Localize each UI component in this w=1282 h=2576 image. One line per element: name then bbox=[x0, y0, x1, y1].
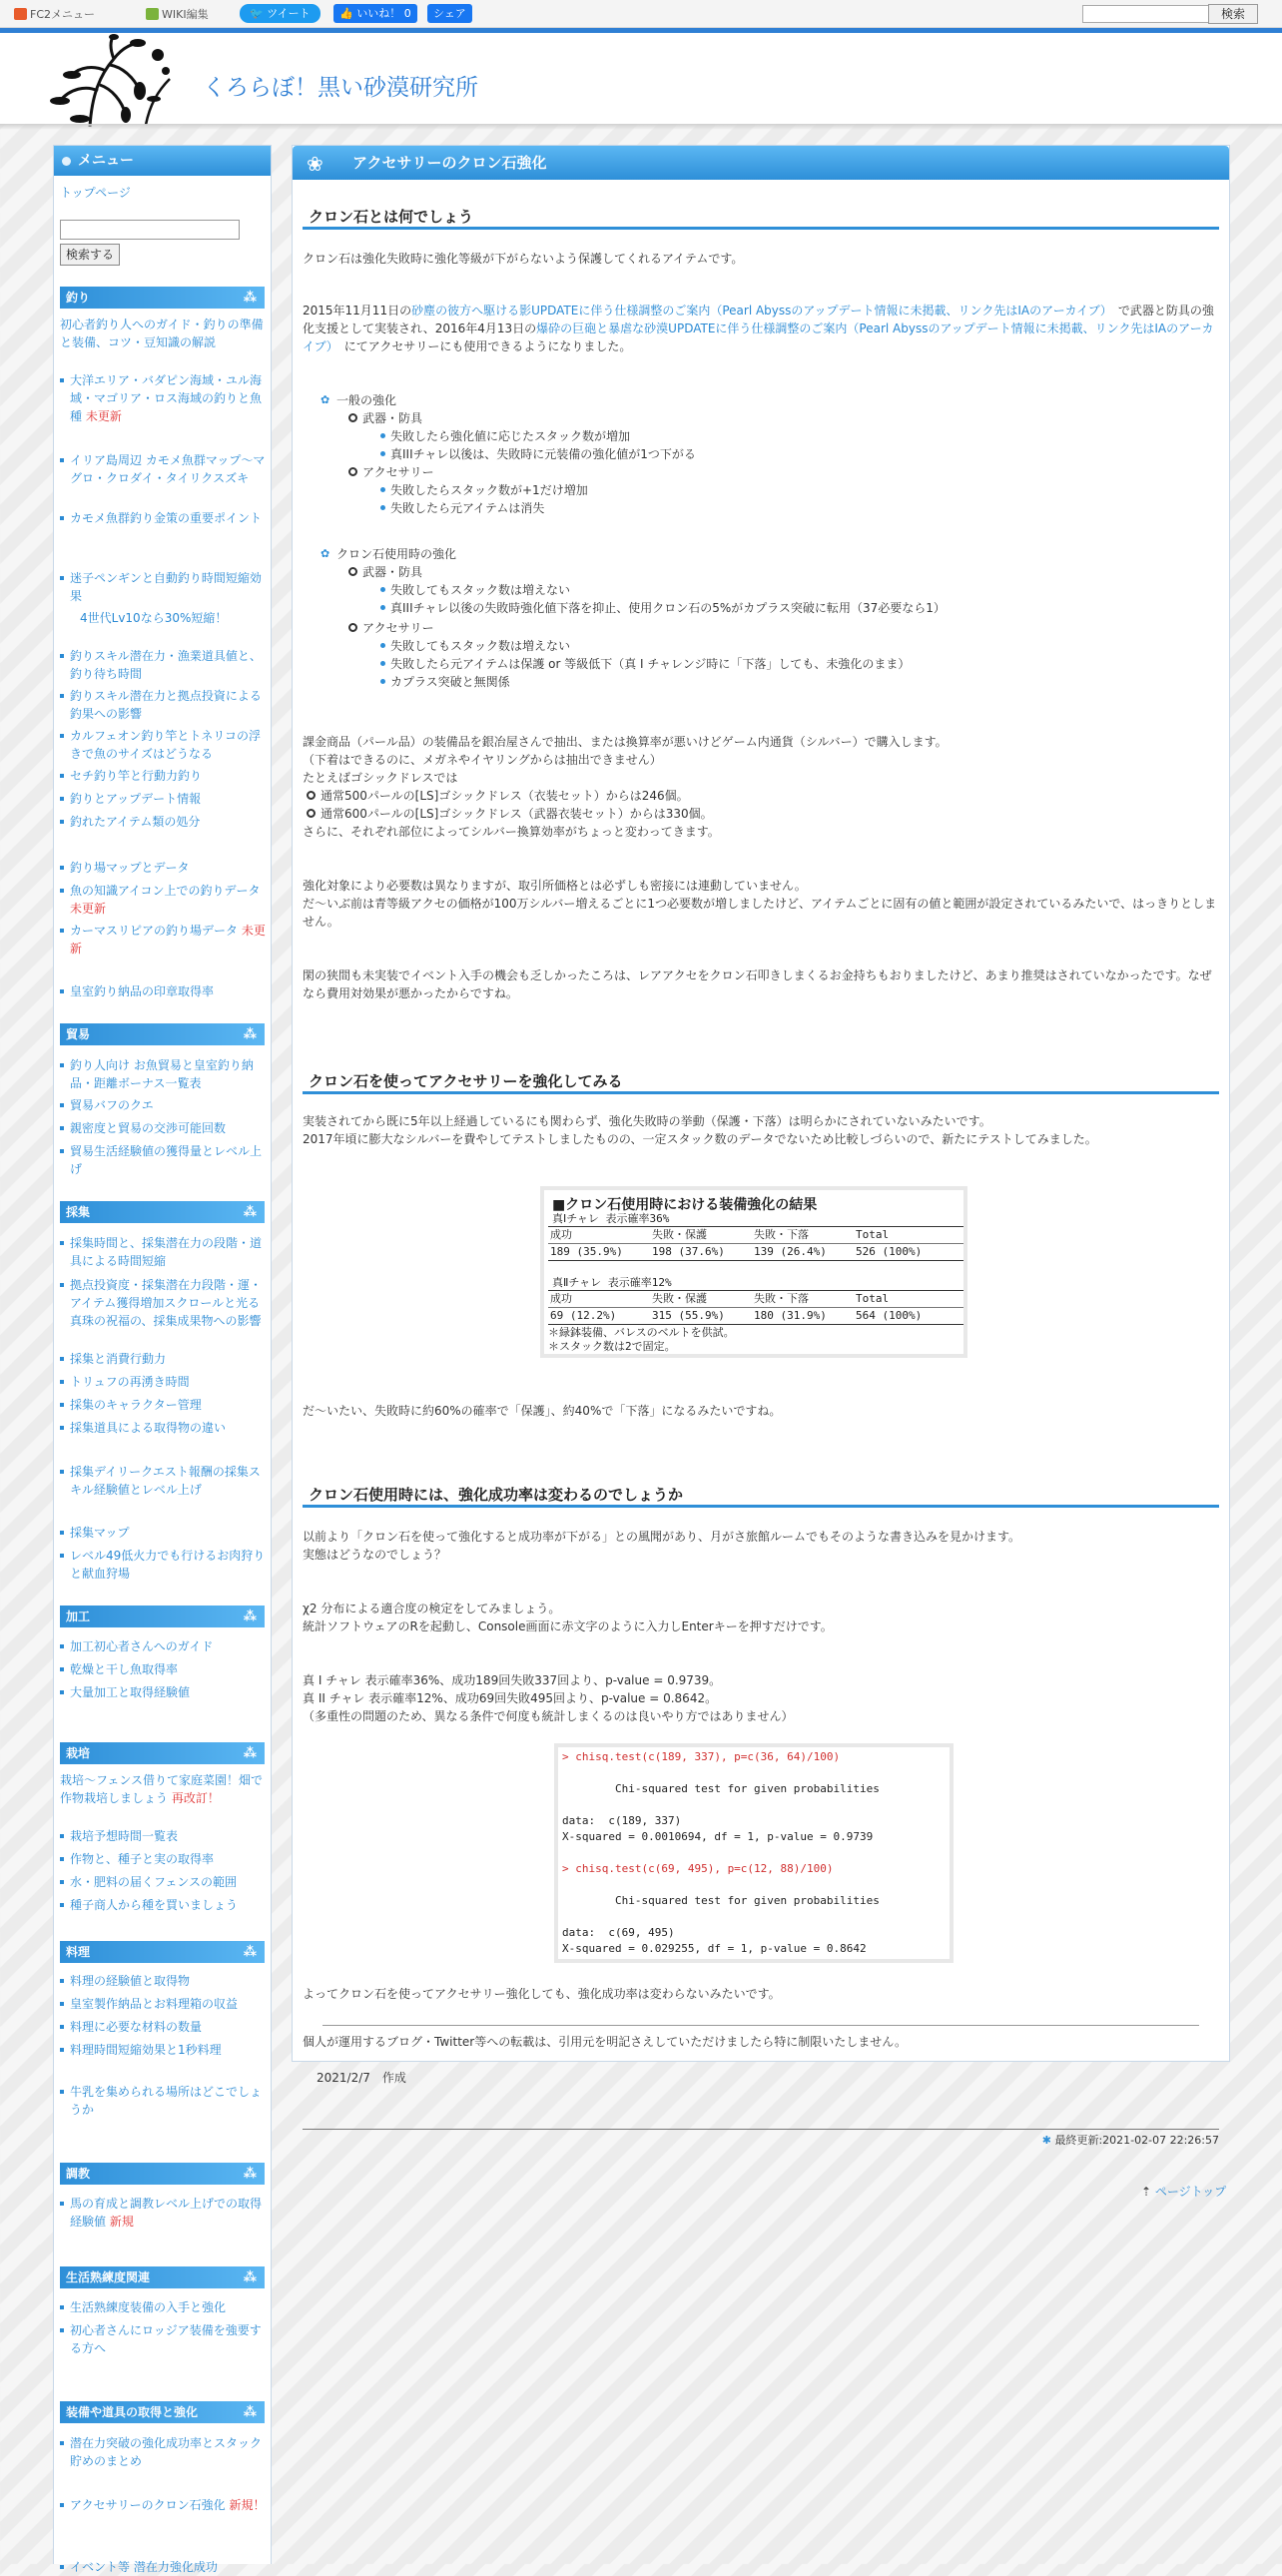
paragraph-test-2: 2017年頃に膨大なシルバーを費やしてテストしましたものの、一定スタック数のデータでないため比較しづらいので、新たにテストしてみました。 bbox=[303, 1132, 1097, 1146]
sidebar-item-farming-guide[interactable] bbox=[60, 1771, 266, 1807]
status-badge: 新規 bbox=[229, 2498, 254, 2512]
paragraph-intro: クロン石は強化失敗時に強化等級が下がらないよう保護してくれるアイテムです。 bbox=[303, 252, 744, 266]
status-badge: 新規 bbox=[109, 2215, 134, 2229]
sidebar-item-drying[interactable]: 乾燥と干し魚取得率 bbox=[60, 1660, 266, 1678]
dot-bullet bbox=[380, 643, 385, 648]
circle-bullet bbox=[348, 413, 357, 422]
cat-cooking-label: 料理 bbox=[66, 1945, 91, 1959]
sidebar-note-penguin: 4世代Lv10なら30%短縮！ bbox=[80, 611, 228, 625]
sidebar-item-cook-time[interactable]: 料理時間短縮効果と1秒料理 bbox=[60, 2041, 266, 2059]
sidebar-item-trade-exp[interactable]: 貿易生活経験値の獲得量とレベル上げ bbox=[60, 1142, 266, 1178]
share-label: シェア bbox=[433, 7, 466, 20]
cat-training-label: 調教 bbox=[66, 2167, 91, 2181]
sidebar-item-fishing-skill[interactable]: 釣りスキル潜在力・漁業道具値と、釣り待ち時間 bbox=[60, 647, 266, 683]
sidebar-cat-farming bbox=[60, 1742, 265, 1764]
sidebar-item-seagull-tips[interactable]: カモメ魚群釣り金策の重要ポイント bbox=[60, 509, 266, 527]
header-cell: 失敗・下落 bbox=[754, 1292, 809, 1305]
heading-test: クロン石を使ってアクセサリーを強化してみる bbox=[303, 1070, 1219, 1094]
sidebar-item-seed-merchant[interactable]: 種子商人から種を買いましょう bbox=[60, 1896, 266, 1914]
r-output: X-squared = 0.0010694, df = 1, p-value = 0.9739 bbox=[562, 1830, 874, 1843]
list-normal-enhance: 一般の強化 bbox=[336, 393, 397, 407]
dot-bullet bbox=[380, 451, 385, 456]
dot-bullet bbox=[380, 505, 385, 510]
sidebar-cat-fishing bbox=[60, 287, 265, 309]
paragraph-reprint-policy: 個人が運用するブログ・Twitter等への転載は、引用元を明記さえしていただけましたら特に制限いたしません。 bbox=[303, 2035, 907, 2049]
last-updated bbox=[1042, 2132, 1219, 2148]
paragraph-chi-square: χ2 分布による適合度の検定をしてみましょう。 bbox=[303, 1602, 561, 1615]
sidebar-item-kamasylvia[interactable] bbox=[60, 922, 266, 958]
circle-bullet bbox=[348, 623, 357, 632]
list-item: カプラス突破と無関係 bbox=[390, 675, 510, 689]
sidebar-cat-trade bbox=[60, 1023, 265, 1045]
cell: 564 (100%) bbox=[856, 1309, 923, 1322]
sidebar-item-horse-training[interactable] bbox=[60, 2195, 266, 2231]
paragraph-result-2: 真 II チャレ 表示確率12%、成功69回失敗495回より、p-value = 0.8642。 bbox=[303, 1691, 718, 1705]
header-shadow bbox=[0, 124, 1282, 130]
paragraph-required-2: だ～いぶ前は青等級アクセの価格が100万シルバー増えるごとに1つ必要数が増しましたけど、アイテムごとに固有の値と範囲が設定されているみたいで、はっきりとしません。 bbox=[303, 897, 1217, 929]
like-label: いいね！ 0 bbox=[356, 7, 411, 20]
page-title bbox=[293, 146, 1229, 180]
sidebar-item-node-invest[interactable]: 釣りスキル潜在力と拠点投資による釣果への影響 bbox=[60, 687, 266, 723]
sidebar-search-input[interactable] bbox=[60, 220, 240, 240]
text: 2015年11月11日の bbox=[303, 304, 412, 318]
status-badge: 再改訂 bbox=[171, 1791, 208, 1805]
cat-fishing-label: 釣り bbox=[66, 291, 91, 305]
list-item: 失敗してもスタック数は増えない bbox=[390, 583, 571, 597]
list-weapon-armor: 武器・防具 bbox=[362, 411, 423, 425]
badge-exclaim: ！ bbox=[253, 2498, 266, 2512]
page-title-text: アクセサリーのクロン石強化 bbox=[352, 154, 547, 172]
table-note-2: ＊スタック数は2で固定。 bbox=[548, 1340, 676, 1353]
circle-bullet bbox=[348, 567, 357, 576]
cat-farming-label: 栽培 bbox=[66, 1746, 91, 1760]
list-item: 失敗したらスタック数が+1だけ増加 bbox=[390, 483, 588, 497]
blank-line bbox=[562, 1845, 946, 1861]
fc2-icon bbox=[14, 8, 27, 20]
sidebar-item-fishing-map[interactable]: 釣り場マップとデータ bbox=[60, 859, 266, 877]
cat-equip-label: 装備や道具の取得と強化 bbox=[66, 2405, 199, 2419]
header-cell: 失敗・保護 bbox=[652, 1292, 707, 1305]
sidebar-item-cook-exp[interactable]: 料理の経験値と取得物 bbox=[60, 1972, 266, 1990]
item-label: 馬の育成と調教レベル上げでの取得経験値 bbox=[70, 2197, 263, 2229]
sidebar-cat-life-mastery bbox=[60, 2266, 265, 2288]
sidebar-item-sechi-rod[interactable]: セチ釣り竿と行動力釣り bbox=[60, 767, 266, 785]
divider bbox=[548, 1324, 963, 1325]
table-note-1: ＊緑鉢装備、バレスのベルトを供試。 bbox=[548, 1326, 735, 1339]
sparkle-icon: ⁂ bbox=[243, 1610, 257, 1624]
dot-bullet bbox=[380, 679, 385, 684]
sidebar-item-gather-investment[interactable]: 拠点投資度・採集潜在力段階・運・アイテム獲得増加スクロールと光る真珠の祝福の、採集成果物への影響 bbox=[60, 1276, 266, 1330]
dot-bullet bbox=[380, 487, 385, 492]
share-button[interactable] bbox=[427, 4, 472, 23]
sidebar-item-trade-buff[interactable]: 貿易バフのクエ bbox=[60, 1096, 266, 1114]
page-top-label: ページトップ bbox=[1154, 2185, 1227, 2199]
sidebar-cat-equipment bbox=[60, 2401, 265, 2423]
sidebar-item-gather-char[interactable]: 採集のキャラクター管理 bbox=[60, 1396, 266, 1414]
sidebar-item-fishing-updates[interactable]: 釣りとアップデート情報 bbox=[60, 790, 266, 808]
paragraph-history bbox=[303, 302, 1219, 355]
cat-life-label: 生活熟練度関連 bbox=[66, 2270, 151, 2284]
paragraph-test-1: 実装されてから既に5年以上経過しているにも関わらず、強化失敗時の挙動（保護・下落）は明らかにされていないみたいです。 bbox=[303, 1114, 991, 1128]
sidebar-cat-cooking bbox=[60, 1941, 265, 1963]
sidebar-item-truffle[interactable]: トリュフの再湧き時間 bbox=[60, 1373, 266, 1391]
star-icon: ✱ bbox=[1041, 2134, 1051, 2147]
list-item: 失敗してもスタック数は増えない bbox=[390, 639, 571, 653]
badge-exclaim: ！ bbox=[207, 1791, 220, 1805]
cat-processing-label: 加工 bbox=[66, 1610, 91, 1623]
list-item: 失敗したら元アイテムは保護 or 等級低下（真 I チャレンジ時に「下落」しても、未強化のまま） bbox=[390, 657, 911, 671]
paragraph-result-1: 真 I チャレ 表示確率36%、成功189回失敗337回より、p-value = 0.9739。 bbox=[303, 1673, 722, 1687]
sidebar-search-button[interactable]: 検索する bbox=[60, 244, 120, 266]
sidebar-item-fish-knowledge[interactable] bbox=[60, 882, 266, 918]
sidebar-cat-processing bbox=[60, 1606, 265, 1627]
table-subtitle-1: 真Ⅰチャレ 表示確率36% bbox=[552, 1212, 670, 1225]
cat-gathering-label: 採集 bbox=[66, 1205, 91, 1219]
butterfly-icon: ✿ bbox=[320, 547, 330, 560]
wiki-edit-label: WIKI編集 bbox=[162, 8, 209, 21]
cat-trade-label: 貿易 bbox=[66, 1027, 91, 1041]
sidebar-item-meat-hunting[interactable]: レベル49低火力でも行けるお肉狩りと献血狩場 bbox=[60, 1547, 266, 1583]
sidebar-item-fishing-guide[interactable]: 初心者釣り人へのガイド・釣りの準備と装備、コツ・豆知識の解説 bbox=[60, 318, 264, 349]
sidebar-item-ocean-fishing[interactable] bbox=[60, 371, 266, 425]
sidebar-item-gather-daily[interactable]: 採集デイリークエスト報酬の採集スキル経験値とレベル上げ bbox=[60, 1463, 266, 1499]
table-row bbox=[548, 1309, 963, 1323]
sidebar-item-imperial-cook[interactable]: 皇室製作納品とお料理箱の収益 bbox=[60, 1995, 266, 2013]
cell: 198 (37.6%) bbox=[652, 1245, 725, 1258]
fc2-menu-label: FC2メニュー bbox=[30, 8, 96, 21]
list-item: 真IIIチャレ以後の失敗時強化値下落を抑止、使用クロン石の5%がカプラス突破に転用（37必要なら1） bbox=[390, 601, 946, 615]
sidebar-item-gather-time[interactable]: 採集時間と、採集潜在力の段階・道具による時間短縮 bbox=[60, 1234, 266, 1270]
sidebar-item-fish-trade[interactable]: 釣り人向け お魚貿易と皇室釣り納品・距離ボーナス一覧表 bbox=[60, 1056, 266, 1092]
paragraph-required: 強化対象により必要数は異なりますが、取引所価格とは必ずしも密接には連動していません。 bbox=[303, 879, 807, 893]
sidebar-item-loggia[interactable]: 初心者さんにロッジア装備を強要する方へ bbox=[60, 2321, 266, 2357]
site-header bbox=[0, 28, 1282, 124]
sparkle-icon: ⁂ bbox=[243, 1205, 257, 1220]
divider bbox=[548, 1290, 963, 1291]
result-table-title: ■クロン石使用時における装備強化の結果 bbox=[552, 1197, 818, 1213]
list-item: 通常500パールの[LS]ゴシックドレス（衣装セット）からは246個。 bbox=[320, 789, 689, 803]
menu-title: メニュー bbox=[54, 146, 271, 176]
divider bbox=[548, 1243, 963, 1244]
divider bbox=[548, 1226, 963, 1227]
sparkle-icon: ⁂ bbox=[243, 2405, 257, 2420]
dot-bullet bbox=[380, 433, 385, 438]
r-console-output bbox=[554, 1743, 954, 1963]
sidebar-top-page-link[interactable]: トップページ bbox=[60, 186, 131, 200]
sidebar-item-seed-rate[interactable]: 作物と、種子と実の取得率 bbox=[60, 1850, 266, 1868]
top-search-button[interactable]: 検索 bbox=[1208, 4, 1258, 24]
sidebar-item-gather-energy[interactable]: 採集と消費行動力 bbox=[60, 1350, 266, 1368]
sidebar-item-mass-process[interactable]: 大量加工と取得経験値 bbox=[60, 1683, 266, 1701]
r-output: data: c(69, 495) bbox=[562, 1926, 675, 1939]
divider bbox=[322, 2025, 1199, 2026]
list-accessory: アクセサリー bbox=[362, 621, 434, 635]
created-date: 2021/2/7 作成 bbox=[317, 2071, 406, 2085]
sparkle-icon: ⁂ bbox=[243, 291, 257, 306]
header-cell: 成功 bbox=[550, 1228, 572, 1241]
paragraph-history-2: 閑の狭間も未実装でイベント入手の機会も乏しかったころは、レアアクセをクロン石叩きしまくるお金持ちもおりましたけど、あまり推奨はされていなかったです。なぜなら費用対効果が悪かったからですね。 bbox=[303, 968, 1212, 1000]
header-cell: 成功 bbox=[550, 1292, 572, 1305]
sparkle-icon: ⁂ bbox=[243, 1746, 257, 1761]
cell: 69 (12.2%) bbox=[550, 1309, 617, 1322]
blank-line bbox=[562, 1797, 946, 1813]
paragraph-r-usage: 統計ソフトウェアのRを起動し、Console画面に赤文字のように入力しEnterキーを押すだけです。 bbox=[303, 1619, 833, 1633]
r-output: X-squared = 0.029255, df = 1, p-value = 0.8642 bbox=[562, 1942, 867, 1955]
top-toolbar bbox=[0, 0, 1282, 28]
blank-line bbox=[562, 1877, 946, 1893]
sidebar-item-iliya-map[interactable]: イリア島周辺 カモメ魚群マップ～マグロ・クロダイ・タイリクスズキ bbox=[60, 451, 266, 487]
blank-line bbox=[562, 1765, 946, 1781]
sidebar-item-gather-tools[interactable]: 採集道具による取得物の違い bbox=[60, 1419, 266, 1437]
table-subtitle-2: 真Ⅱチャレ 表示確率12% bbox=[552, 1276, 672, 1289]
item-label: カーマスリピアの釣り場データ bbox=[70, 924, 239, 938]
text: で武器と防具の強化支援として実装され、2016年4月13日の bbox=[303, 304, 1214, 335]
list-item: 失敗したら元アイテムは消失 bbox=[390, 501, 545, 515]
sidebar-item-calpheon-rod[interactable]: カルフェオン釣り竿とトネリコの浮きで魚のサイズはどうなる bbox=[60, 727, 266, 763]
list-accessory: アクセサリー bbox=[362, 465, 434, 479]
dot-bullet bbox=[380, 587, 385, 592]
item-label: アクセサリーのクロン石強化 bbox=[70, 2498, 226, 2512]
update-link-2015[interactable]: 砂塵の彼方へ駆ける影UPDATEに伴う仕様調整のご案内（Pearl Abyssのアップデート情報に未掲載、リンク先はIAのアーカイブ） bbox=[411, 304, 1106, 318]
sidebar-cat-training bbox=[60, 2163, 265, 2185]
header-cell: Total bbox=[856, 1228, 890, 1241]
text: にてアクセサリーにも使用できるようになりました。 bbox=[343, 339, 632, 353]
tweet-label: ツイート bbox=[267, 7, 311, 20]
site-title[interactable]: くろらぼ！黒い砂漠研究所 bbox=[203, 75, 478, 101]
sidebar-item-penguin[interactable]: 迷子ペンギンと自動釣り時間短縮効果 bbox=[60, 569, 266, 605]
cell: 526 (100%) bbox=[856, 1245, 923, 1258]
paragraph-pearl-note: （下着はできるのに、メガネやイヤリングからは抽出できません） bbox=[303, 753, 662, 767]
last-updated-text: 最終更新:2021-02-07 22:26:57 bbox=[1054, 2134, 1219, 2147]
sidebar-item-milk[interactable]: 牛乳を集められる場所はどこでしょうか bbox=[60, 2083, 266, 2119]
cell: 189 (35.9%) bbox=[550, 1245, 623, 1258]
cell: 315 (55.9%) bbox=[652, 1309, 725, 1322]
sparkle-icon: ⁂ bbox=[243, 1027, 257, 1042]
sidebar-item-imperial-fishing[interactable]: 皇室釣り納品の印章取得率 bbox=[60, 982, 266, 1000]
header-cell: 失敗・保護 bbox=[652, 1228, 707, 1241]
paragraph-pearl: 課金商品（パール品）の装備品を銀冶屋さんで抽出、または換算率が悪いけどゲーム内通貨（シルバー）で購入します。 bbox=[303, 735, 948, 749]
table-header-row bbox=[548, 1292, 963, 1306]
paragraph-gothic: たとえばゴシックドレスでは bbox=[303, 771, 458, 785]
list-item: 真IIIチャレ以後は、失敗時に元装備の強化値が1つ下がる bbox=[390, 447, 696, 461]
list-item: 失敗したら強化値に応じたスタック数が増加 bbox=[390, 429, 631, 443]
r-command: > chisq.test(c(69, 495), p=c(12, 88)/100) bbox=[562, 1862, 834, 1875]
paragraph-rumor-2: 実態はどうなのでしょう？ bbox=[303, 1548, 447, 1562]
circle-bullet bbox=[307, 809, 316, 818]
sparkle-icon: ⁂ bbox=[243, 2270, 257, 2285]
dot-bullet bbox=[380, 605, 385, 610]
dot-bullet bbox=[380, 661, 385, 666]
paragraph-silver-rate: さらに、それぞれ部位によってシルバー換算効率がちょっと変わってきます。 bbox=[303, 825, 720, 839]
r-output: Chi-squared test for given probabilities bbox=[562, 1782, 880, 1795]
item-label: 魚の知識アイコン上での釣りデータ bbox=[70, 884, 261, 898]
circle-bullet bbox=[307, 791, 316, 800]
table-header-row bbox=[548, 1228, 963, 1242]
fc2-menu[interactable] bbox=[14, 6, 95, 22]
sidebar-item-amity[interactable]: 親密度と貿易の交渉可能回数 bbox=[60, 1119, 266, 1137]
list-item: 通常600パールの[LS]ゴシックドレス（武器衣装セット）からは330個。 bbox=[320, 807, 713, 821]
flower-icon: ❀ bbox=[307, 152, 323, 176]
heading-what-is-cron: クロン石とは何でしょう bbox=[303, 206, 1219, 230]
plant-silhouette-logo bbox=[50, 35, 200, 127]
sidebar-item-gather-map[interactable]: 採集マップ bbox=[60, 1524, 266, 1542]
sidebar-item-fence-range[interactable]: 水・肥料の届くフェンスの範囲 bbox=[60, 1873, 266, 1891]
sidebar-item-farm-time[interactable]: 栽培予想時間一覧表 bbox=[60, 1827, 266, 1845]
tweet-button[interactable]: 🐦 ツイート bbox=[240, 4, 320, 23]
paragraph-rumor: 以前より「クロン石を使って強化すると成功率が下がる」との風聞があり、月がさ旅館ルームでもそのような書き込みを見かけます。 bbox=[303, 1530, 1021, 1544]
result-table bbox=[540, 1186, 967, 1358]
list-weapon-armor: 武器・防具 bbox=[362, 565, 423, 579]
heading-success-rate: クロン石使用時には、強化成功率は変わるのでしょうか bbox=[303, 1484, 1219, 1508]
header-cell: Total bbox=[856, 1292, 890, 1305]
page-top-link[interactable] bbox=[1141, 2183, 1226, 2200]
divider bbox=[548, 1307, 963, 1308]
paragraph-result-summary: だ～いたい、失敗時に約60%の確率で「保護」、約40%で「下落」になるみたいですね。 bbox=[303, 1404, 782, 1418]
item-label: 大洋エリア・バダピン海域・ユル海域・マゴリア・ロス海域の釣りと魚種 bbox=[70, 373, 263, 423]
up-arrow-icon: ⇡ bbox=[1141, 2185, 1152, 2199]
sidebar-item-life-gear[interactable]: 生活熟練度装備の入手と強化 bbox=[60, 2298, 266, 2316]
divider bbox=[303, 2129, 1219, 2130]
cell: 180 (31.9%) bbox=[754, 1309, 827, 1322]
sidebar-item-disposal[interactable]: 釣れたアイテム類の処分 bbox=[60, 813, 266, 831]
paragraph-conclusion: よってクロン石を使ってアクセサリー強化しても、強化成功率は変わらないみたいです。 bbox=[303, 1987, 781, 2001]
wiki-icon bbox=[146, 8, 159, 20]
list-cron-enhance: クロン石使用時の強化 bbox=[336, 547, 457, 561]
r-command: > chisq.test(c(189, 337), p=c(36, 64)/100) bbox=[562, 1750, 841, 1763]
item-label: 栽培～フェンス借りて家庭菜園！畑で作物栽培しましょう bbox=[60, 1773, 264, 1805]
cell: 139 (26.4%) bbox=[754, 1245, 827, 1258]
blank-line bbox=[562, 1909, 946, 1925]
butterfly-icon: ✿ bbox=[320, 393, 330, 406]
like-button[interactable]: 👍 いいね！ 0 bbox=[333, 4, 417, 23]
status-badge: 未更新 bbox=[85, 409, 122, 423]
table-row bbox=[548, 1245, 963, 1259]
r-output: Chi-squared test for given probabilities bbox=[562, 1894, 880, 1907]
paragraph-multiplicity: （多重性の問題のため、異なる条件で何度も統計しまくるのは良いやり方ではありません） bbox=[303, 1709, 794, 1723]
status-badge: 未更新 bbox=[70, 924, 266, 956]
sidebar-item-event-enhance[interactable]: イベント等 潜在力強化成功 bbox=[60, 2558, 266, 2576]
sidebar-item-cook-materials[interactable]: 料理に必要な材料の数量 bbox=[60, 2018, 266, 2036]
circle-bullet bbox=[348, 467, 357, 476]
status-badge: 未更新 bbox=[70, 902, 107, 916]
main-content bbox=[292, 145, 1230, 2147]
sidebar-item-process-guide[interactable]: 加工初心者さんへのガイド bbox=[60, 1637, 266, 1655]
sparkle-icon: ⁂ bbox=[243, 1945, 257, 1960]
sidebar-item-cron-stone[interactable] bbox=[60, 2496, 266, 2514]
sparkle-icon: ⁂ bbox=[243, 2167, 257, 2182]
sidebar-cat-gathering bbox=[60, 1201, 265, 1223]
sidebar-item-failstack[interactable]: 潜在力突破の強化成功率とスタック貯めのまとめ bbox=[60, 2434, 266, 2470]
divider bbox=[548, 1260, 963, 1261]
r-output: data: c(189, 337) bbox=[562, 1814, 682, 1827]
wiki-edit-link[interactable] bbox=[146, 6, 209, 22]
header-cell: 失敗・下落 bbox=[754, 1228, 809, 1241]
update-link-2016[interactable]: 爆砕の巨砲と暴虐な砂漠UPDATEに伴う仕様調整のご案内（Pearl Abyssのアップデート情報に未掲載、リンク先はIAのアーカイブ） bbox=[303, 322, 1214, 353]
sidebar-menu bbox=[53, 145, 272, 2574]
